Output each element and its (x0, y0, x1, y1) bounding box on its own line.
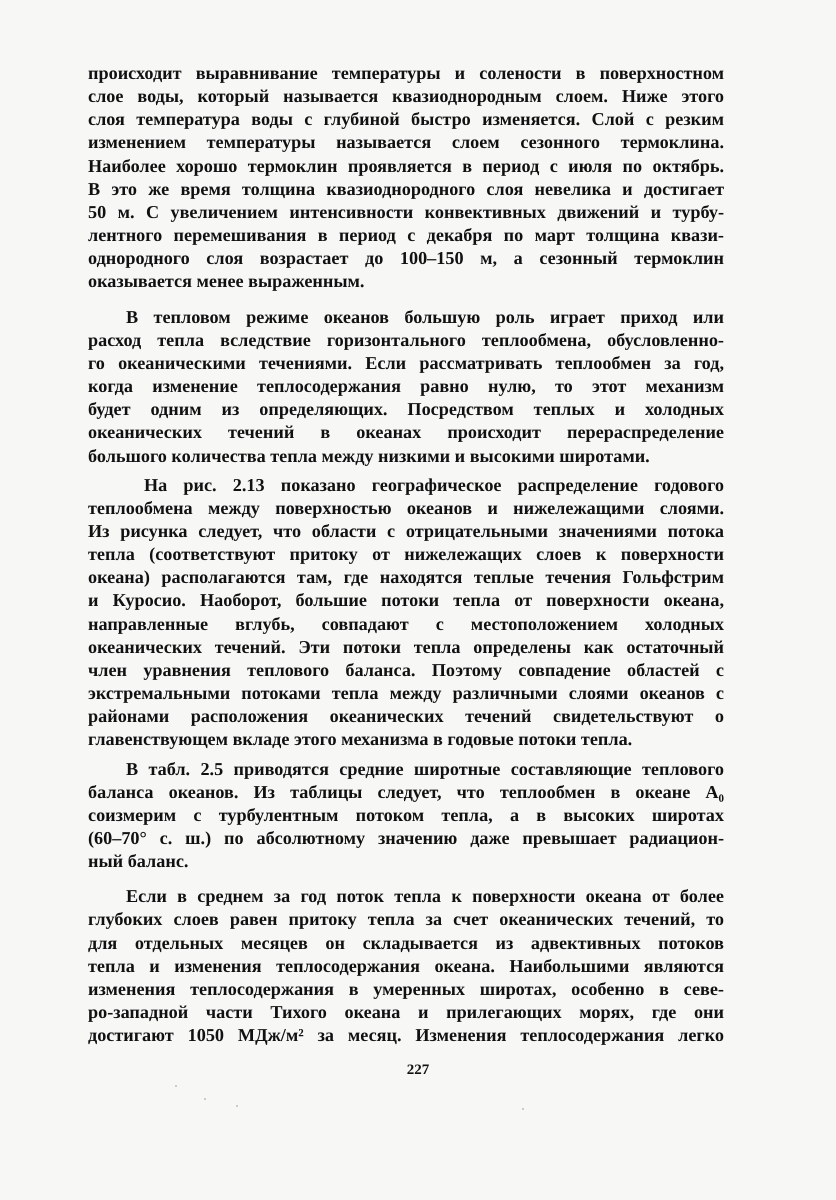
text-line: ный баланс. (88, 851, 189, 872)
text-line: изменения теплосодержания в умеренных широтах, особенно в севе- (88, 978, 724, 999)
text-line: океанических течений. Эти потоки тепла определены как остаточный (88, 636, 724, 657)
text-line: член уравнения теплового баланса. Поэтому совпадение областей с (88, 659, 724, 680)
text-line: баланса океанов. Из таблицы следует, что теплообмен в океане A₀ (88, 781, 724, 802)
text-line: достигают 1050 МДж/м² за месяц. Изменения теплосодержания легко (88, 1025, 724, 1046)
text-line: Из рисунка следует, что области с отрицательными значениями потока (88, 520, 724, 541)
text-line: расход тепла вследствие горизонтального теплообмена, обусловленно- (88, 329, 724, 350)
text-line: теплообмена между поверхностью океанов и нижележащими слоями. (88, 497, 724, 518)
paragraph-2 (88, 306, 724, 468)
text-line: главенствующем вкладе этого механизма в годовые потоки тепла. (88, 729, 633, 750)
text-line: Если в среднем за год поток тепла к поверхности океана от более (126, 886, 724, 907)
scan-speck (204, 1098, 206, 1100)
page-number: 227 (406, 1062, 430, 1078)
paragraph-5 (88, 885, 724, 1047)
text-line: тепла и изменения теплосодержания океана. Наибольшими являются (88, 955, 724, 976)
text-line: глубоких слоев равен притоку тепла за счет океанических течений, то (88, 909, 724, 930)
text-line: соизмерим с турбулентным потоком тепла, а в высоких широтах (88, 804, 724, 825)
paragraph-gap (88, 294, 724, 306)
text-line: будет одним из определяющих. Посредством теплых и холодных (88, 399, 724, 420)
text-line: экстремальными потоками тепла между различными слоями океанов с (88, 683, 724, 704)
text-line: В тепловом режиме океанов большую роль играет приход или (126, 306, 724, 327)
text-line: для отдельных месяцев он складывается из адвективных потоков (88, 932, 724, 953)
text-line: направленные вглубь, совпадают с местоположением холодных (88, 613, 724, 634)
text-line: и Куросио. Наоборот, большие потоки тепла от поверхности океана, (88, 590, 724, 611)
text-line: (60–70° с. ш.) по абсолютному значению даже превышает радиацион- (88, 828, 724, 848)
text-line: На рис. 2.13 показано географическое распределение годового (144, 474, 724, 495)
text-line: районами расположения океанических течений свидетельствуют о (88, 706, 724, 727)
text-line: слое воды, который называется квазиоднородным слоем. Ниже этого (88, 86, 724, 107)
scan-speck (175, 1085, 177, 1087)
paragraph-4 (88, 758, 724, 874)
paragraph-1 (88, 62, 724, 294)
text-line: тепла (соответствуют притоку от нижележащих слоев к поверхности (88, 544, 724, 565)
paragraph-3 (88, 474, 724, 752)
text-line: слоя температура воды с глубиной быстро изменяется. Слой с резким (88, 109, 724, 130)
text-line: лентного перемешивания в период с декабря по март толщина квази- (88, 225, 724, 246)
scan-speck (236, 1105, 238, 1107)
text-line: океана) располагаются там, где находятся теплые течения Гольфстрим (88, 567, 724, 588)
text-line: изменением температуры называется слоем сезонного термоклина. (88, 132, 724, 153)
text-line: оказывается менее выраженным. (88, 271, 365, 292)
text-line: большого количества тепла между низкими и высокими широтами. (88, 445, 650, 466)
text-line: океанических течений в океанах происходит перераспределение (88, 422, 724, 443)
text-line: когда изменение теплосодержания равно нулю, то этот механизм (88, 376, 724, 397)
page-body (88, 62, 724, 1047)
text-line: однородного слоя возрастает до 100–150 м, а сезонный термоклин (88, 248, 724, 269)
text-line: ро-западной части Тихого океана и прилегающих морях, где они (88, 1002, 724, 1023)
text-line: Наиболее хорошо термоклин проявляется в период с июля по октябрь. (88, 155, 724, 176)
paragraph-gap (88, 873, 724, 885)
text-line: 50 м. С увеличением интенсивности конвективных движений и турбу- (88, 201, 724, 222)
text-line: В табл. 2.5 приводятся средние широтные составляющие теплового (126, 758, 724, 779)
text-line: го океаническими течениями. Если рассматривать теплообмен за год, (88, 352, 724, 373)
text-line: В это же время толщина квазиоднородного слоя невелика и достигает (88, 178, 724, 199)
scan-speck (522, 1108, 524, 1110)
text-line: происходит выравнивание температуры и солености в поверхностном (88, 63, 724, 83)
